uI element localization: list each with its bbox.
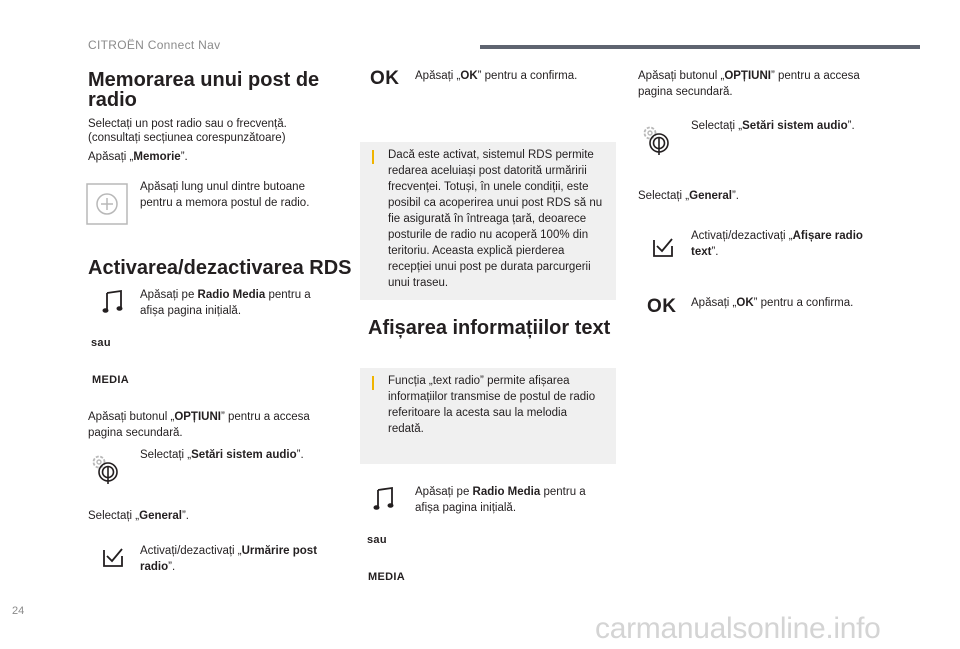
note-text: Dacă este activat, sistemul RDS permite redarea aceluiași post datorită urmăririi frecvenței. Totuși, în unele condiții, este posibil ca acoperirea unui post RDS să nu fie asigurată în întreaga țară, deoarece posturile de radio nu acoperă 100% din teritoriu. Aceasta explică pierderea recepției unui post pe durata parcurgerii unui traseu. [388, 149, 603, 289]
paragraph: Selectați „General”. [88, 510, 189, 522]
music-note-icon [373, 486, 395, 512]
media-button-icon: MEDIA [92, 374, 129, 386]
page-number: 24 [12, 605, 25, 617]
checkbox-icon [102, 546, 124, 568]
heading-memorare: Memorarea unui post de radio [88, 69, 320, 111]
checkbox-icon [652, 236, 674, 258]
sau-label: sau [367, 534, 387, 546]
paragraph: Selectați un post radio sau o frecvență. [88, 118, 287, 130]
paragraph: Apăsați „OK” pentru a confirma. [415, 70, 578, 82]
sau-label: sau [91, 337, 111, 349]
paragraph: Apăsați pe Radio Media pentru a afișa pagina inițială. [415, 486, 586, 514]
paragraph: Apăsați pe Radio Media pentru a afișa pagina inițială. [140, 289, 311, 317]
watermark: carmanualsonline.info [595, 612, 881, 645]
paragraph: Apăsați lung unul dintre butoane pentru a memora postul de radio. [140, 181, 310, 209]
info-note [360, 368, 616, 464]
audio-settings-icon [91, 454, 121, 484]
header-bar [480, 45, 920, 49]
note-marker [372, 376, 374, 390]
paragraph: Selectați „Setări sistem audio”. [691, 120, 855, 132]
paragraph: Selectați „Setări sistem audio”. [140, 449, 304, 461]
note-text: Funcția „text radio” permite afișarea informațiilor transmise de postul de radio referitoare la acesta sau la melodia redată. [388, 375, 596, 435]
paragraph: (consultați secțiunea corespunzătoare) [88, 132, 286, 144]
paragraph: Apăsați „Memorie”. [88, 151, 188, 163]
music-note-icon [102, 289, 124, 315]
heading-afisare: Afișarea informațiilor text [368, 317, 611, 339]
media-button-icon: MEDIA [368, 571, 405, 583]
paragraph: Activați/dezactivați „Urmărire post radio”. [140, 545, 318, 573]
note-marker [372, 150, 374, 164]
plus-icon [86, 183, 128, 225]
paragraph: Selectați „General”. [638, 190, 739, 202]
paragraph: Apăsați butonul „OPȚIUNI” pentru a accesa pagina secundară. [88, 411, 310, 439]
ok-button-icon: OK [647, 296, 677, 317]
header-title: CITROËN Connect Nav [88, 38, 221, 52]
paragraph: Apăsați butonul „OPȚIUNI” pentru a accesa pagina secundară. [638, 70, 860, 98]
audio-settings-icon [642, 125, 672, 155]
paragraph: Apăsați „OK” pentru a confirma. [691, 297, 854, 309]
info-note [360, 142, 616, 300]
heading-rds: Activarea/dezactivarea RDS [88, 257, 352, 279]
paragraph: Activați/dezactivați „Afișare radio text”. [691, 230, 863, 258]
ok-button-icon: OK [370, 68, 400, 89]
